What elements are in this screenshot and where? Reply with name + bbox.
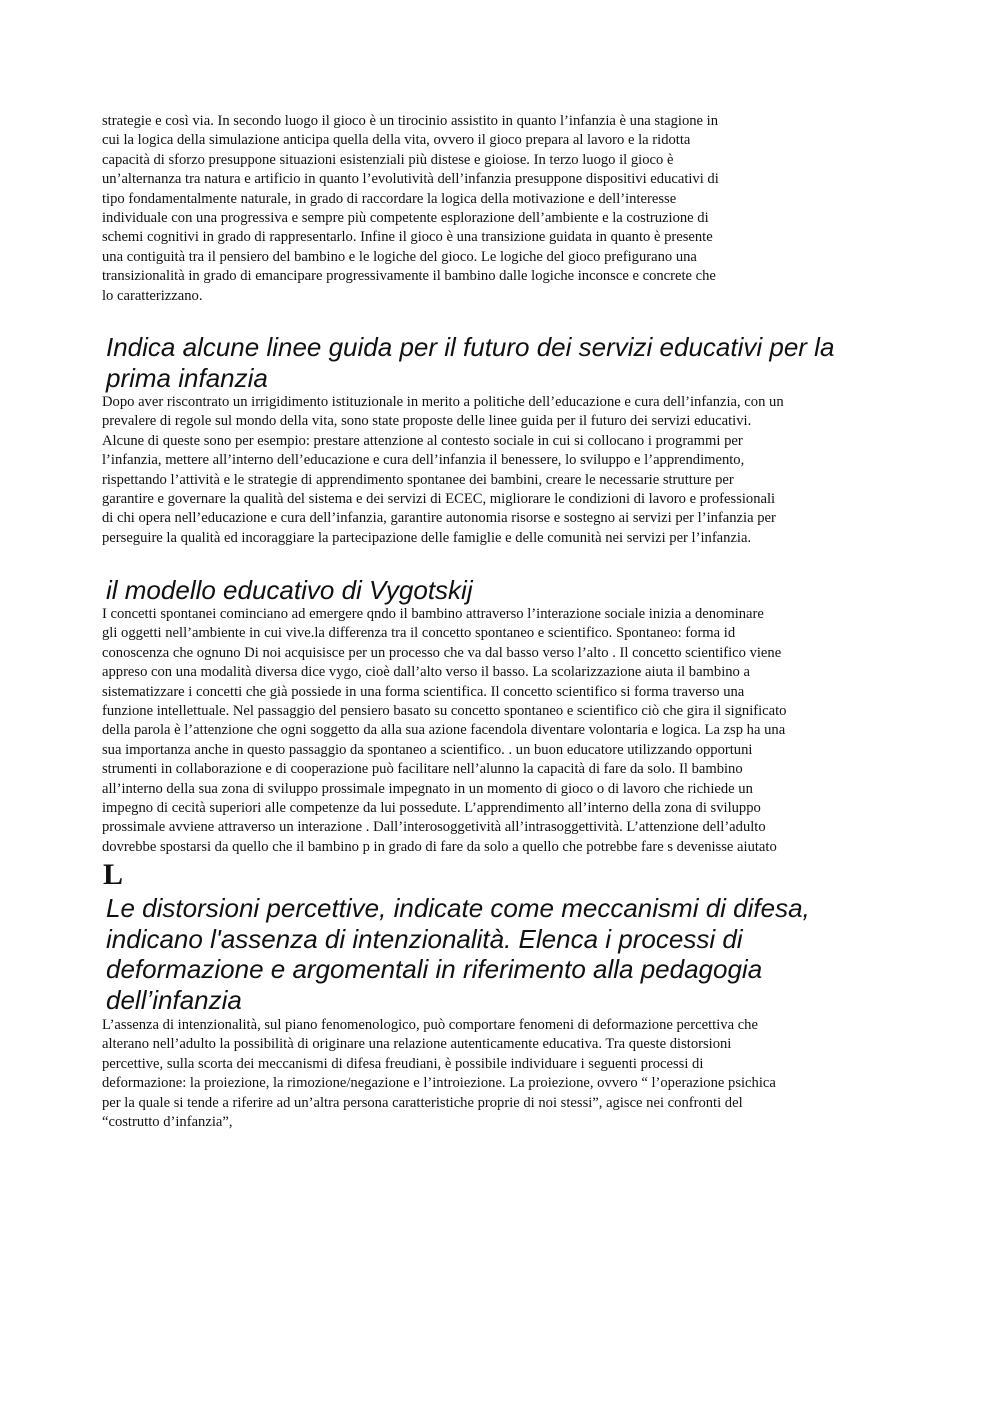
stray-letter: L: [103, 858, 124, 891]
heading-distorsioni-percettive: Le distorsioni percettive, indicate come meccanismi di difesa, indicano l'assenza di intenzionalità. Elenca i processi di deformazione e argomentali in riferimento alla pedagogia dell’infanzia: [106, 893, 810, 1015]
heading-vygotskij: il modello educativo di Vygotskij: [106, 575, 473, 605]
heading-linee-guida: Indica alcune linee guida per il futuro dei servizi educativi per la prima infanzia: [106, 332, 835, 393]
paragraph-gioco: strategie e così via. In secondo luogo il gioco è un tirocinio assistito in quanto l’infanzia è una stagione in cui la logica della simulazione anticipa quella della vita, ovvero il gioco prepara al lavoro e la ridotta capacità di sforzo presuppone situazioni esistenziali più distese e gioiose. In terzo luogo il gioco è un’alternanza tra natura e artificio in quanto l’evolutività dell’infanzia presuppone dispositivi educativi di tipo fondamentalmente naturale, in grado di raccordare la logica della motivazione e dell’interesse individuale con una progressiva e sempre più competente esplorazione dell’ambiente e la costruzione di schemi cognitivi in grado di rappresentarlo. Infine il gioco è una transizione guidata in quanto è presente una contiguità tra il pensiero del bambino e le logiche del gioco. Le logiche del gioco prefigurano una transizionalità in grado di emancipare progressivamente il bambino dalle logiche inconsce e concrete che lo caratterizzano.: [102, 113, 719, 304]
paragraph-linee-guida: Dopo aver riscontrato un irrigidimento istituzionale in merito a politiche dell’educazione e cura dell’infanzia, con un prevalere di regole sul mondo della vita, sono state proposte delle linee guida per il futuro dei servizi educativi. Alcune di queste sono per esempio: prestare attenzione al contesto sociale in cui si collocano i programmi per l’infanzia, mettere all’interno dell’educazione e cura dell’infanzia il benessere, lo sviluppo e l’apprendimento, rispettando l’attività e le strategie di apprendimento spontanee dei bambini, creare le necessarie strutture per garantire e governare la qualità del sistema e dei servizi di ECEC, migliorare le condizioni di lavoro e professionali di chi opera nell’educazione e cura dell’infanzia, garantire autonomia risorse e sostegno ai servizi per l’infanzia per perseguire la qualità ed incoraggiare la partecipazione delle famiglie e delle comunità nei servizi per l’infanzia.: [102, 394, 784, 546]
paragraph-vygotskij: I concetti spontanei cominciano ad emergere qndo il bambino attraverso l’interazione sociale inizia a denominare gli oggetti nell’ambiente in cui vive.la differenza tra il concetto spontaneo e scientifico. Spontaneo: forma id conoscenza che ognuno Di noi acquisisce per un processo che va dal basso verso l’alto . Il concetto scientifico viene appreso con una modalità diversa dice vygo, cioè dall’alto verso il basso. La scolarizzazione aiuta il bambino a sistematizzare i concetti che già possiede in una forma scientifica. Il concetto scientifico si forma traverso una funzione intellettuale. Nel passaggio del pensiero basato su concetto spontaneo e scientifico ciò che gira il significato della parola è l’attenzione che ogni soggetto da alla sua azione facendola diventare volontaria e logica. La zsp ha una sua importanza anche in questo passaggio da spontaneo a scientifico. . un buon educatore utilizzando opportuni strumenti in collaborazione e di cooperazione può facilitare nell’alunno la capacità di fare da solo. Il bambino all’interno della sua zona di sviluppo prossimale impegnato in un momento di gioco o di lavoro che richiede un impegno di cecità superiori alle competenze da lui possedute. L’apprendimento all’interno della zona di sviluppo prossimale avviene attraverso un interazione . Dall’interosoggetività all’intrasoggettività. L’attenzione dell’adulto dovrebbe spostarsi da quello che il bambino p in grado di fare da solo a quello che potrebbe fare s devenisse aiutato: [102, 606, 787, 855]
page-header-marker: · · ·: [492, 0, 498, 4]
paragraph-distorsioni-percettive: L’assenza di intenzionalità, sul piano fenomenologico, può comportare fenomeni di deformazione percettiva che alterano nell’adulto la possibilità di originare una relazione autenticamente educativa. Tra queste distorsioni percettive, sulla scorta dei meccanismi di difesa freudiani, è possibile individuare i seguenti processi di deformazione: la proiezione, la rimozione/negazione e l’introiezione. La proiezione, ovvero “ l’operazione psichica per la quale si tende a riferire ad un’altra persona caratteristiche proprie di noi stessi”, agisce nei confronti del “costrutto d’infanzia”,: [102, 1017, 776, 1131]
